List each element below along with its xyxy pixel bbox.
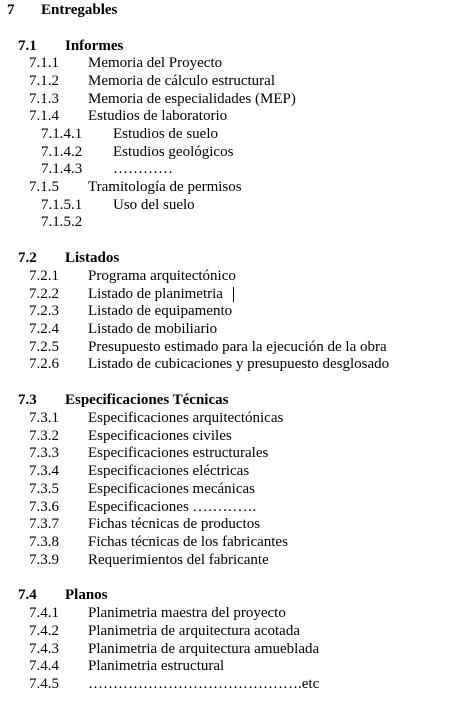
item-text: Planimetria de arquitectura acotada [88,623,300,639]
chapter-number: 7 [7,2,15,18]
item-text: Listado de equipamento [88,303,233,319]
item-number: 7.1.5.1 [41,197,83,213]
item-number: 7.3.9 [29,552,59,568]
item-number: 7.3.6 [29,499,59,515]
item-number: 7.1.4.1 [41,126,83,142]
item-number: 7.4.2 [29,623,59,639]
item-text: Planimetria estructural [88,658,225,674]
item-text: Especificaciones eléctricas [88,463,250,479]
item-text: Memoria de especialidades (MEP) [88,91,296,107]
item-number: 7.2.2 [29,286,59,302]
item-number: 7.4.5 [29,676,59,692]
item-number: 7.1.3 [29,91,59,107]
item-text: Especificaciones …………. [88,499,257,515]
item-number: 7.3.4 [29,463,59,479]
item-number: 7.4.4 [29,658,59,674]
item-number: 7.3.3 [29,445,59,461]
item-text: Planimetria maestra del proyecto [88,605,286,621]
item-text: Estudios geológicos [113,144,234,160]
item-number: 7.4.1 [29,605,59,621]
section-number: 7.2 [18,250,37,266]
item-text: ………… [113,161,173,177]
item-number: 7.1.5 [29,179,59,195]
section-title: Especificaciones Técnicas [65,392,229,408]
text-cursor [233,287,234,302]
item-text: Tramitología de permisos [88,179,242,195]
item-text: Programa arquitectónico [88,268,236,284]
item-text: Estudios de suelo [113,126,218,142]
item-number: 7.4.3 [29,641,59,657]
item-text: Fichas técnicas de productos [88,516,261,532]
item-text: Especificaciones arquitectónicas [88,410,284,426]
item-text: Especificaciones mecánicas [88,481,255,497]
section-number: 7.1 [18,38,37,54]
item-text: Uso del suelo [113,197,195,213]
item-text: Memoria de cálculo estructural [88,73,276,89]
item-number: 7.2.6 [29,356,59,372]
item-number: 7.3.5 [29,481,59,497]
section-title: Planos [65,587,108,603]
item-number: 7.1.2 [29,73,59,89]
section-title: Informes [65,38,124,54]
item-text: Listado de cubicaciones y presupuesto desglosado [88,356,390,372]
item-number: 7.3.8 [29,534,59,550]
item-number: 7.3.1 [29,410,59,426]
item-text: …………………………………….etc [88,676,320,692]
item-text: Requerimientos del fabricante [88,552,269,568]
item-text: Planimetria de arquitectura amueblada [88,641,320,657]
chapter-title: Entregables [41,2,118,18]
item-number: 7.2.1 [29,268,59,284]
item-text: Especificaciones estructurales [88,445,269,461]
item-number: 7.1.4.3 [41,161,83,177]
item-number: 7.1.4.2 [41,144,83,160]
item-text: Listado de planimetria [88,286,223,302]
item-number: 7.3.2 [29,428,59,444]
item-number: 7.3.7 [29,516,59,532]
item-number: 7.1.1 [29,55,59,71]
item-number: 7.2.3 [29,303,59,319]
item-number: 7.1.4 [29,108,59,124]
item-text: Memoria del Proyecto [88,55,223,71]
section-number: 7.3 [18,392,37,408]
item-text: Fichas técnicas de los fabricantes [88,534,288,550]
item-number: 7.2.4 [29,321,59,337]
item-text: Especificaciones civiles [88,428,232,444]
item-number: 7.1.5.2 [41,214,83,230]
item-number: 7.2.5 [29,339,59,355]
item-text: Presupuesto estimado para la ejecución de la obra [88,339,387,355]
item-text: Listado de mobiliario [88,321,218,337]
item-text: Estudios de laboratorio [88,108,228,124]
section-title: Listados [65,250,120,266]
section-number: 7.4 [18,587,37,603]
